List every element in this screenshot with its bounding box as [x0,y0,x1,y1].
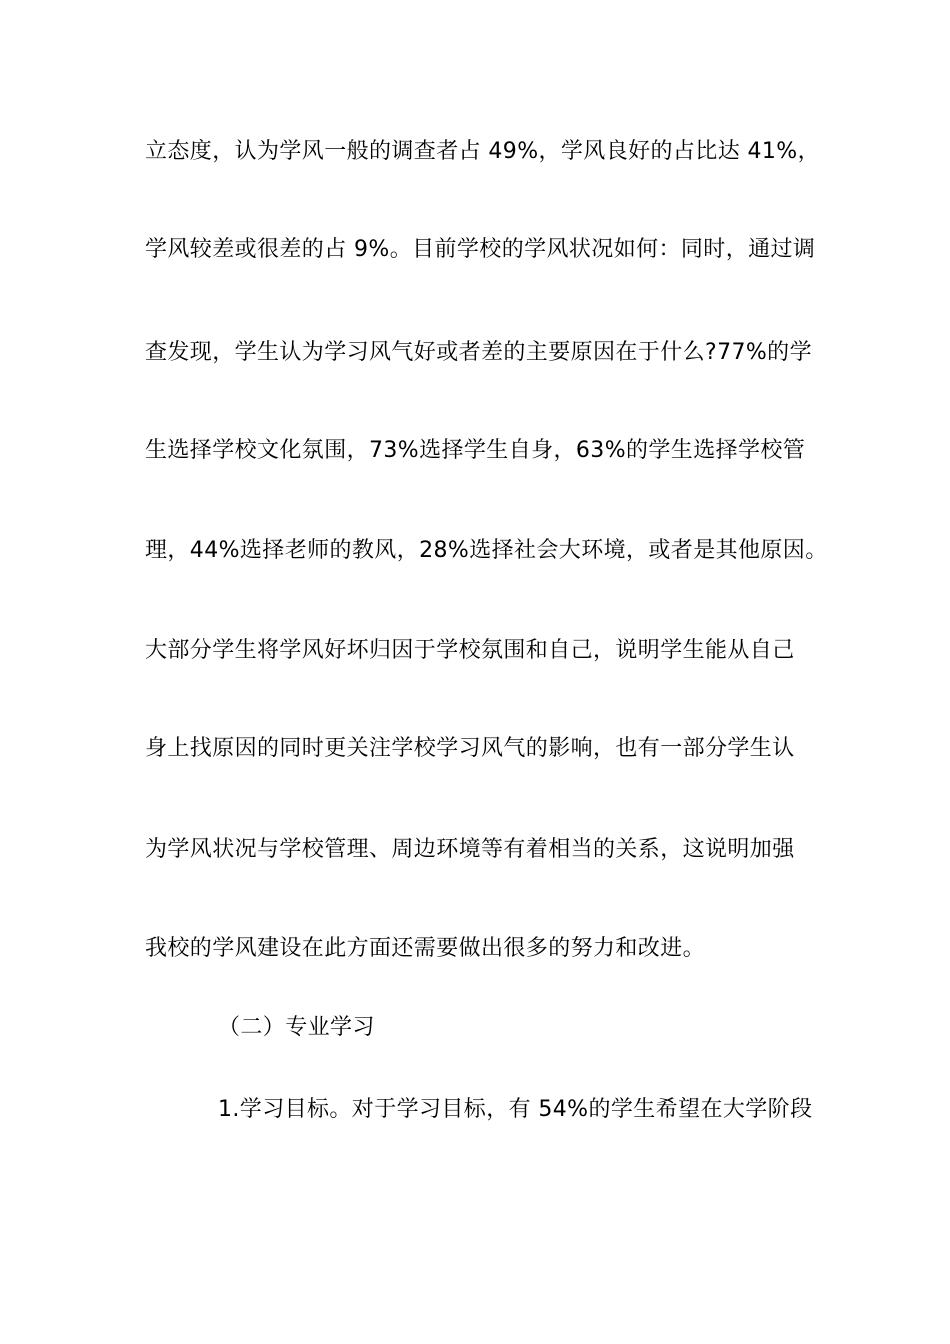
paragraph-line-6: 大部分学生将学风好坏归因于学校氛围和自己，说明学生能从自己 [145,638,795,663]
paragraph-line-7: 身上找原因的同时更关注学校学习风气的影响，也有一部分学生认 [145,736,795,761]
paragraph-line-3: 查发现，学生认为学习风气好或者差的主要原因在于什么?77%的学 [145,340,812,365]
paragraph-line-2: 学风较差或很差的占 9%。目前学校的学风状况如何：同时，通过调 [145,237,816,262]
section-heading: （二）专业学习 [218,1015,375,1040]
paragraph-line-5: 理，44%选择老师的教风，28%选择社会大环境，或者是其他原因。 [145,538,828,563]
paragraph-line-4: 生选择学校文化氛围，73%选择学生自身，63%的学生选择学校管 [145,438,806,463]
paragraph-line-9: 我校的学风建设在此方面还需要做出很多的努力和改进。 [145,936,706,961]
paragraph-line-8: 为学风状况与学校管理、周边环境等有着相当的关系，这说明加强 [145,837,795,862]
section-paragraph-line-1: 1.学习目标。对于学习目标，有 54%的学生希望在大学阶段 [218,1097,813,1122]
paragraph-line-1: 立态度，认为学风一般的调查者占 49%，学风良好的占比达 41%， [145,139,820,164]
